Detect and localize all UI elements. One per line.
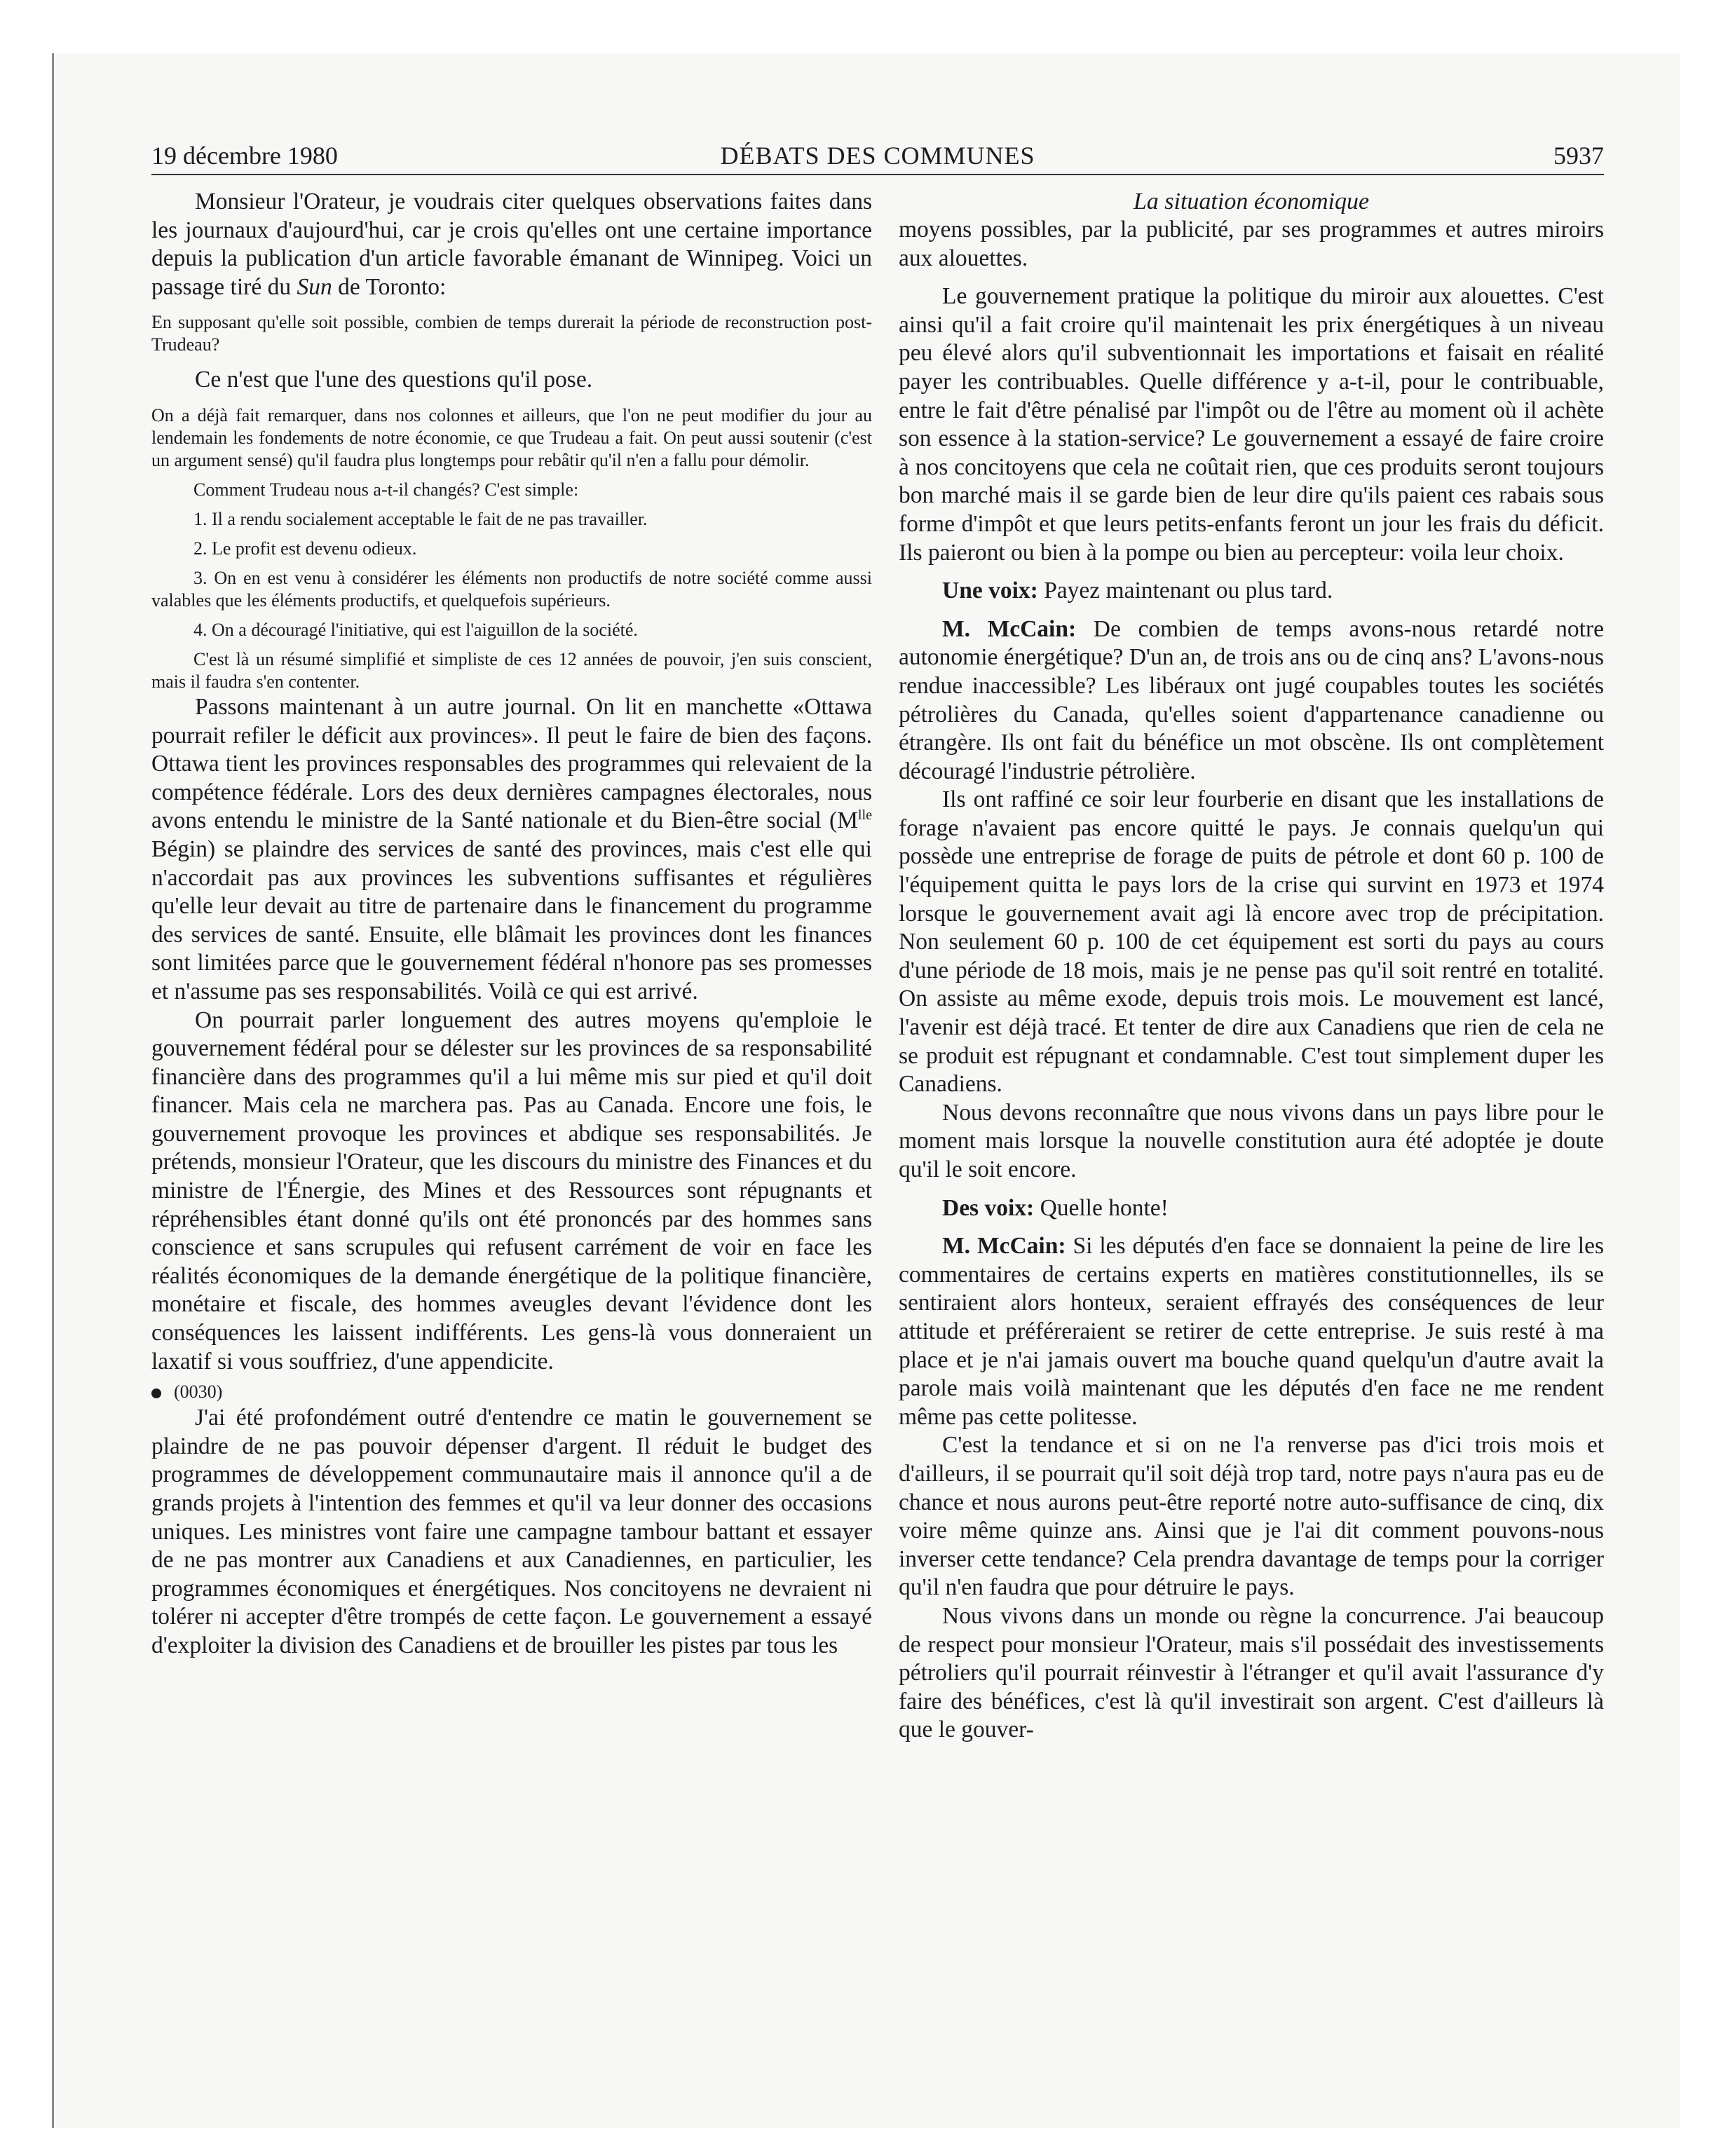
list-item: 1. Il a rendu socialement acceptable le fait de ne pas travailler.	[193, 508, 648, 529]
paragraph: C'est la tendance et si on ne l'a renverse pas d'ici trois mois et d'ailleurs, il se pourrait qu'il soit déjà trop tard, notre pays n'aura pas eu de chance et nous aurons peut-être reporté notre auto-suffisance de cinq, dix voire même quinze ans. Ainsi que je l'ai dit comment pouvons-nous inverser cette tendance? Cela prendra davantage de temps pour la corriger qu'il n'en faudra que pour détruire le pays.	[899, 1432, 1604, 1601]
right-column	[899, 188, 1604, 1745]
paragraph	[151, 693, 872, 1007]
paragraph: Nous vivons dans un monde ou règne la concurrence. J'ai beaucoup de respect pour monsieur l'Orateur, mais s'il possédait des investissements pétroliers qu'il pourrait réinvestir à l'étranger et qu'il avait l'assurance d'y faire des bénéfices, c'est là qu'il investirait son argent. C'est d'ailleurs là que le gouver-	[899, 1602, 1604, 1743]
list-item: 4. On a découragé l'initiative, qui est l'aiguillon de la société.	[193, 619, 638, 640]
speaker-name: Une voix:	[942, 578, 1038, 604]
text-run: de Toronto:	[332, 273, 447, 300]
paragraph: Le gouvernement pratique la politique du miroir aux alouettes. C'est ainsi qu'il a fait croire qu'il maintenait les prix énergétiques à un niveau peu élevé alors qu'il subventionnait les importations et faisait en réalité payer les contribuables. Quelle différence y a-t-il, pour le contribuable, entre le fait d'être pénalisé par l'impôt ou de l'être au moment où il achète son essence à la station-service? Le gouvernement a essayé de faire croire à nos concitoyens que cela ne coûtait rien, que ces produits seront toujours bon marché mais il se garde bien de leur dire qu'ils paient ces rabais sous forme d'impôt et que leurs petits-enfants feront un jour les frais du déficit. Ils paieront ou bien à la pompe ou bien au percepteur: voila leur choix.	[899, 283, 1604, 566]
newspaper-name: Sun	[297, 273, 332, 300]
left-column	[151, 188, 872, 1660]
paragraph: On pourrait parler longuement des autres moyens qu'emploie le gouvernement fédéral pour se délester sur les provinces de sa responsabilité financière dans des programmes qu'il a lui même mis sur pied et qu'il doit financer. Mais cela ne marchera pas. Pas au Canada. Encore une fois, le gouvernement provoque les provinces et abdique ses responsabilités. Je prétends, monsieur l'Orateur, que les discours du ministre des Finances et du ministre de l'Énergie, des Mines et des Ressources sont répugnants et répréhensibles étant donné qu'ils ont été prononcés par des hommes sans conscience et sans scrupules qui refusent carrément de voir en face les réalités économiques de la demande énergétique de la politique financière, monétaire et fiscale, des hommes aveugles devant l'évidence dont les conséquences les laissent indifférents. Les gens-là vous donneraient un laxatif si vous souffriez, d'une appendicite.	[151, 1007, 872, 1374]
text-run: Payez maintenant ou plus tard.	[1037, 578, 1333, 604]
speaker-paragraph	[899, 1194, 1604, 1223]
text-run: Monsieur l'Orateur, je voudrais citer quelques observations faites dans les journaux d'aujourd'hui, car je crois qu'elles ont une certaine importance depuis la publication d'un article favorable émanant de Winnipeg. Voici un passage tiré du	[151, 189, 872, 300]
text-run: Quelle honte!	[1034, 1194, 1169, 1221]
list-item: 3. On en est venu à considérer les éléments non productifs de notre société comme aussi valables que les éléments productifs, et quelquefois supérieurs.	[151, 567, 872, 610]
speaker-name: Des voix:	[942, 1194, 1035, 1221]
speaker-paragraph	[899, 615, 1604, 786]
bullet-icon	[151, 1389, 161, 1398]
time-marker-label: (0030)	[174, 1381, 223, 1403]
paragraph	[151, 188, 872, 301]
text-run: Bégin) se plaindre des services de santé des provinces, mais c'est elle qui n'accordait pas aux provinces les subventions suffisantes et régulières qu'elle leur devait au titre de partenaire dans le financement du programme des services de santé. Ensuite, elle blâmait les provinces dont les finances sont limitées parce que le gouvernement fédéral n'honore pas ses promesses et n'assume pas ses responsabilités. Voilà ce qui est arrivé.	[151, 835, 872, 1004]
running-head: La situation économique	[1133, 189, 1370, 214]
header-title: DÉBATS DES COMMUNES	[720, 142, 1035, 170]
speaker-paragraph	[899, 1232, 1604, 1431]
page-header	[151, 137, 1604, 175]
page-binding-edge	[52, 53, 54, 2128]
speaker-name: M. McCain:	[942, 615, 1077, 642]
paragraph: Nous devons reconnaître que nous vivons dans un pays libre pour le moment mais lorsque la nouvelle constitution aura été adoptée je doute qu'il le soit encore.	[899, 1099, 1604, 1182]
text-run: De combien de temps avons-nous retardé notre autonomie énergétique? D'un an, de trois ans ou de cinq ans? L'avons-nous rendue inaccessible? Les libéraux ont jugé coupables toutes les sociétés pétrolières du Canada, qu'elles soient d'appartenance canadienne ou étrangère. Ils ont fait du bénéfice un mot obscène. Ils ont complètement découragé l'industrie pétrolière.	[899, 615, 1604, 784]
header-page-number: 5937	[1553, 142, 1604, 170]
list-item: 2. Le profit est devenu odieux.	[193, 538, 417, 559]
paragraph: moyens possibles, par la publicité, par ses programmes et autres miroirs aux alouettes.	[899, 217, 1604, 271]
quotation: En supposant qu'elle soit possible, combien de temps durerait la période de reconstruction post-Trudeau?	[151, 312, 872, 355]
paragraph: J'ai été profondément outré d'entendre ce matin le gouvernement se plaindre de ne pas pouvoir dépenser d'argent. Il réduit le budget des programmes de développement communautaire mais il annonce qu'il a de grands projets à l'intention des femmes et qu'il va leur donner des occasions uniques. Les ministres vont faire une campagne tambour battant et essayer de ne pas montrer aux Canadiens et aux Canadiennes, en particulier, les programmes économiques et énergétiques. Nos concitoyens ne devraient ni tolérer ni accepter d'être trompés de cette façon. Le gouvernement a essayé d'exploiter la division des Canadiens et de brouiller les pistes par tous les	[151, 1405, 872, 1658]
paragraph: Ils ont raffiné ce soir leur fourberie en disant que les installations de forage n'avaient pas encore quitté le pays. Je connais quelqu'un qui possède une entreprise de forage de puits de pétrole et dont 60 p. 100 de l'équipement quitta le pays lors de la crise qui survint en 1973 et 1974 lorsque le gouvernement avait agi là encore avec trop de précipitation. Non seulement 60 p. 100 de cet équipement est sorti du pays au cours d'une période de 18 mois, mais je ne pense pas qu'il soit rentré en totalité. On assiste au même exode, depuis trois mois. Le mouvement est lancé, l'avenir est déjà tracé. Et tenter de dire aux Canadiens que rien de cela ne se produit est répugnant et condamnable. C'est tout simplement duper les Canadiens.	[899, 786, 1604, 1098]
speaker-paragraph	[899, 577, 1604, 606]
quotation: C'est là un résumé simplifié et simpliste de ces 12 années de pouvoir, j'en suis conscient, mais il faudra s'en contenter.	[151, 648, 872, 692]
header-date: 19 décembre 1980	[151, 142, 338, 170]
quotation: Comment Trudeau nous a-t-il changés? C'est simple:	[193, 479, 579, 500]
speaker-name: M. McCain:	[942, 1233, 1066, 1260]
superscript: lle	[857, 807, 872, 824]
paragraph: Ce n'est que l'une des questions qu'il pose.	[195, 367, 593, 393]
text-run: Si les députés d'en face se donnaient la peine de lire les commentaires de certains experts en matières constitutionnelles, ils se sentiraient alors honteux, seraient effrayés des conséquences de leur attitude et préféreraient se retirer de cette entreprise. Je suis resté à ma place et je n'ai jamais ouvert ma bouche quand quelqu'un d'autre avait la parole mais voilà maintenant que les députés d'en face ne me rendent même pas cette politesse.	[899, 1233, 1604, 1430]
time-marker	[151, 1380, 872, 1404]
quotation: On a déjà fait remarquer, dans nos colonnes et ailleurs, que l'on ne peut modifier du jour au lendemain les fondements de notre économie, ce que Trudeau a fait. On peut aussi soutenir (c'est un argument sensé) qu'il faudra plus longtemps pour rebâtir qu'il n'en a fallu pour démolir.	[151, 404, 872, 470]
text-run: Passons maintenant à un autre journal. On lit en manchette «Ottawa pourrait refiler le déficit aux provinces». Il peut le faire de bien des façons. Ottawa tient les provinces responsables des programmes qui relevaient de la compétence fédérale. Lors des deux dernières campagnes électorales, nous avons entendu le ministre de la Santé nationale et du Bien-être social (M	[151, 693, 872, 834]
